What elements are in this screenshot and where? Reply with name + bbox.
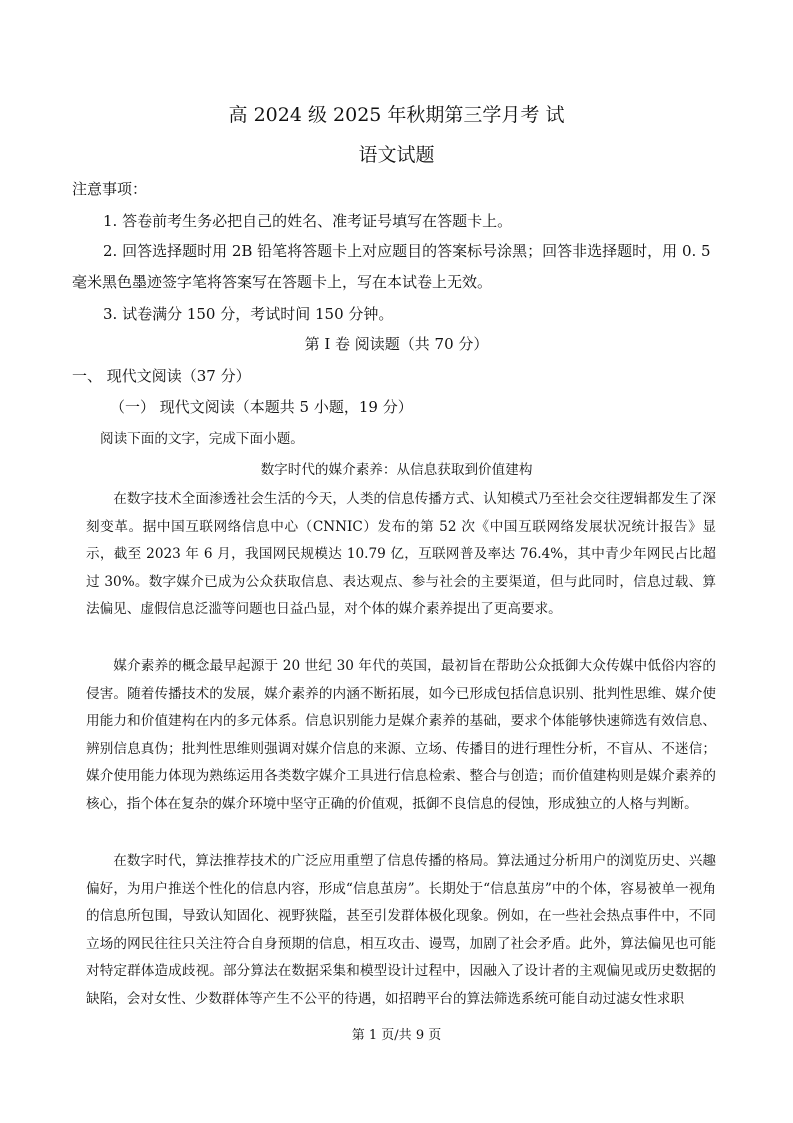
- notice-item-2-cont: 毫米黑色墨迹签字笔将答案写在答题卡上，写在本试卷上无效。: [72, 273, 493, 291]
- page-number: 第 1 页/共 9 页: [351, 1028, 442, 1043]
- article-paragraph-2: 媒介素养的概念最早起源于 20 世纪 30 年代的英国，最初旨在帮助公众抵御大众传媒中低俗内容的侵害。随着传播技术的发展，媒介素养的内涵不断拓展，如今已形成包括信息识别、批判性思维、媒介使用能力和价值建构在内的多元体系。信息识别能力是媒介素养的基础，要求个体能够快速筛选有效信息、辨别信息真伪；批判性思维则强调对媒介信息的来源、立场、传播目的进行理性分析，不盲从、不迷信；媒介使用能力体现为熟练运用各类数字媒介工具进行信息检索、整合与创造；而价值建构则是媒介素养的核心，指个体在复杂的媒介环境中坚守正确的价值观，抵御不良信息的侵蚀，形成独立的人格与判断。: [86, 658, 716, 812]
- exam-subject: 语文试题: [358, 144, 435, 166]
- article-title: 数字时代的媒介素养：从信息获取到价值建构: [260, 462, 533, 478]
- notice-item-2: 2. 回答选择题时用 2B 铅笔将答题卡上对应题目的答案标号涂黑；回答非选择题时，用 0. 5: [103, 242, 711, 260]
- notice-heading: 注意事项：: [72, 180, 148, 198]
- article-paragraph-1: 在数字技术全面渗透社会生活的今天，人类的信息传播方式、认知模式乃至社会交往逻辑都发生了深刻变革。据中国互联网络信息中心（CNNIC）发布的第 52 次《中国互联网络发展状况统计报告》显示，截至 2023 年 6 月，我国网民规模达 10.79 亿，互联网普及率达 76.4%，其中青少年网民占比超过 30%。数字媒介已成为公众获取信息、表达观点、参与社会的主要渠道，但与此同时，信息过载、算法偏见、虚假信息泛滥等问题也日益凸显，对个体的媒介素养提出了更高要求。: [86, 491, 716, 618]
- volume-title: 第 I 卷 阅读题（共 70 分）: [304, 335, 489, 353]
- notice-item-3: 3. 试卷满分 150 分，考试时间 150 分钟。: [103, 305, 394, 323]
- article-paragraph-3: 在数字时代，算法推荐技术的广泛应用重塑了信息传播的格局。算法通过分析用户的浏览历史、兴趣偏好，为用户推送个性化的信息内容，形成“信息茧房”。长期处于“信息茧房”中的个体，容易被单一视角的信息所包围，导致认知固化、视野狭隘，甚至引发群体极化现象。例如，在一些社会热点事件中，不同立场的网民往往只关注符合自身预期的信息，相互攻击、谩骂，加剧了社会矛盾。此外，算法偏见也可能对特定群体造成歧视。部分算法在数据采集和模型设计过程中，因融入了设计者的主观偏见或历史数据的缺陷，会对女性、少数群体等产生不公平的待遇，如招聘平台的算法筛选系统可能自动过滤女性求职: [86, 853, 716, 1007]
- reading-instruction: 阅读下面的文字，完成下面小题。: [100, 431, 304, 447]
- sub-section-heading: （一） 现代文阅读（本题共 5 小题，19 分）: [110, 398, 413, 416]
- notice-item-1: 1. 答卷前考生务必把自己的姓名、准考证号填写在答题卡上。: [103, 212, 513, 230]
- part-one-heading: 一、 现代文阅读（37 分）: [72, 367, 251, 385]
- exam-title: 高 2024 级 2025 年秋期第三学月考 试: [228, 104, 565, 126]
